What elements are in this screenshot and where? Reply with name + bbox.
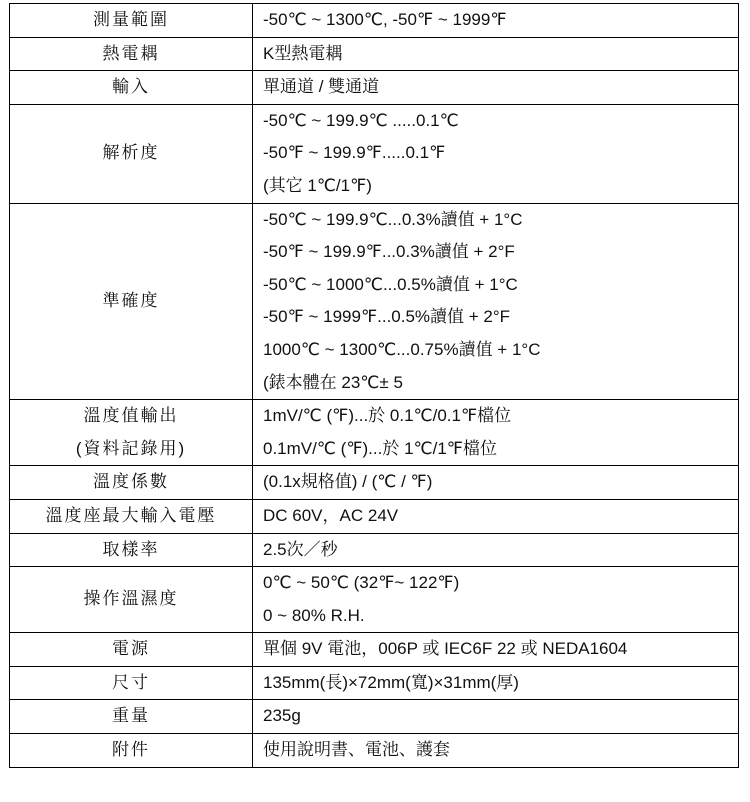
spec-label: 溫度值輸出 (83, 406, 179, 426)
spec-label: 取樣率 (102, 539, 160, 559)
spec-row (10, 666, 739, 700)
spec-row (10, 533, 739, 567)
spec-label: 準確度 (102, 291, 160, 311)
spec-label-cell (10, 4, 253, 38)
spec-value-line: 1000℃ ~ 1300℃...0.75%讀值 + 1°C (263, 339, 541, 359)
spec-label: 附件 (112, 740, 150, 760)
spec-value-cell (253, 734, 739, 768)
spec-value-cell (253, 633, 739, 667)
spec-label-cell (10, 567, 253, 633)
spec-label-cell (10, 37, 253, 71)
spec-value-line: 135mm(長)×72mm(寬)×31mm(厚) (263, 672, 519, 692)
spec-value-line: 235g (263, 706, 301, 726)
spec-label-cell (10, 400, 253, 466)
spec-value-line: (0.1x規格值) / (℃ / ℉) (263, 472, 433, 492)
spec-row (10, 37, 739, 71)
spec-row (10, 567, 739, 633)
spec-label: 尺寸 (112, 672, 150, 692)
spec-value-line: (錶本體在 23℃± 5 (263, 372, 403, 392)
spec-value-cell (253, 71, 739, 105)
spec-value-line: 0℃ ~ 50℃ (32℉~ 122℉) (263, 573, 460, 593)
spec-value-cell (253, 466, 739, 500)
spec-value-line: -50℉ ~ 1999℉...0.5%讀值 + 2°F (263, 307, 511, 327)
spec-value-cell (253, 499, 739, 533)
spec-label-cell (10, 734, 253, 768)
spec-value-cell (253, 400, 739, 466)
spec-value-line: 0.1mV/℃ (℉)...於 1℃/1℉檔位 (263, 438, 497, 458)
spec-label-cell (10, 104, 253, 203)
spec-label: 溫度座最大輸入電壓 (45, 505, 217, 525)
spec-value-line: -50℉ ~ 199.9℉.....0.1℉ (263, 143, 446, 163)
spec-value-cell (253, 104, 739, 203)
spec-value-line: 單通道 / 雙通道 (263, 77, 380, 97)
spec-label-cell (10, 466, 253, 500)
spec-value-line: -50℃ ~ 199.9℃ .....0.1℃ (263, 110, 459, 130)
spec-value-line: -50℃ ~ 1300℃, -50℉ ~ 1999℉ (263, 10, 507, 29)
spec-value-line: -50℉ ~ 199.9℉...0.3%讀值 + 2°F (263, 242, 515, 262)
spec-value-line: DC 60V，AC 24V (263, 505, 399, 525)
spec-label: 重量 (112, 706, 150, 726)
spec-value-line: -50℃ ~ 199.9℃...0.3%讀值 + 1°C (263, 209, 523, 229)
spec-table-body (10, 4, 739, 768)
spec-value-cell (253, 4, 739, 38)
spec-label-cell (10, 666, 253, 700)
spec-value-line: 單個 9V 電池，006P 或 IEC6F 22 或 NEDA1604 (263, 639, 628, 659)
spec-row (10, 499, 739, 533)
spec-value-cell (253, 533, 739, 567)
spec-value-line: (其它 1℃/1℉) (263, 175, 372, 195)
spec-label-cell (10, 533, 253, 567)
spec-row (10, 104, 739, 203)
spec-label-cell (10, 71, 253, 105)
spec-row (10, 633, 739, 667)
spec-label: 熱電耦 (102, 43, 160, 63)
spec-value-cell (253, 700, 739, 734)
spec-value-line: 2.5次／秒 (263, 539, 338, 559)
spec-row (10, 400, 739, 466)
spec-row (10, 700, 739, 734)
spec-value-line: -50℃ ~ 1000℃...0.5%讀值 + 1°C (263, 274, 518, 294)
spec-label: (資料記錄用) (75, 438, 187, 458)
spec-label-cell (10, 203, 253, 400)
spec-value-cell (253, 37, 739, 71)
spec-row (10, 466, 739, 500)
spec-row (10, 71, 739, 105)
spec-value-line: K型熱電耦 (263, 43, 343, 63)
spec-value-line: 1mV/℃ (℉)...於 0.1℃/0.1℉檔位 (263, 406, 512, 426)
spec-label: 溫度係數 (93, 472, 169, 492)
spec-row (10, 734, 739, 768)
spec-label-cell (10, 700, 253, 734)
spec-value-cell (253, 666, 739, 700)
spec-label: 測量範圍 (93, 10, 169, 29)
spec-table (9, 3, 739, 768)
spec-label: 解析度 (102, 143, 160, 163)
spec-label-cell (10, 499, 253, 533)
spec-label: 輸入 (112, 77, 150, 97)
spec-value-cell (253, 203, 739, 400)
spec-row (10, 203, 739, 400)
spec-label-cell (10, 633, 253, 667)
spec-value-line: 0 ~ 80% R.H. (263, 605, 365, 625)
spec-label: 電源 (112, 639, 150, 659)
spec-label: 操作溫濕度 (83, 589, 179, 609)
spec-value-line: 使用說明書、電池、護套 (263, 740, 450, 760)
spec-value-cell (253, 567, 739, 633)
spec-row (10, 4, 739, 38)
